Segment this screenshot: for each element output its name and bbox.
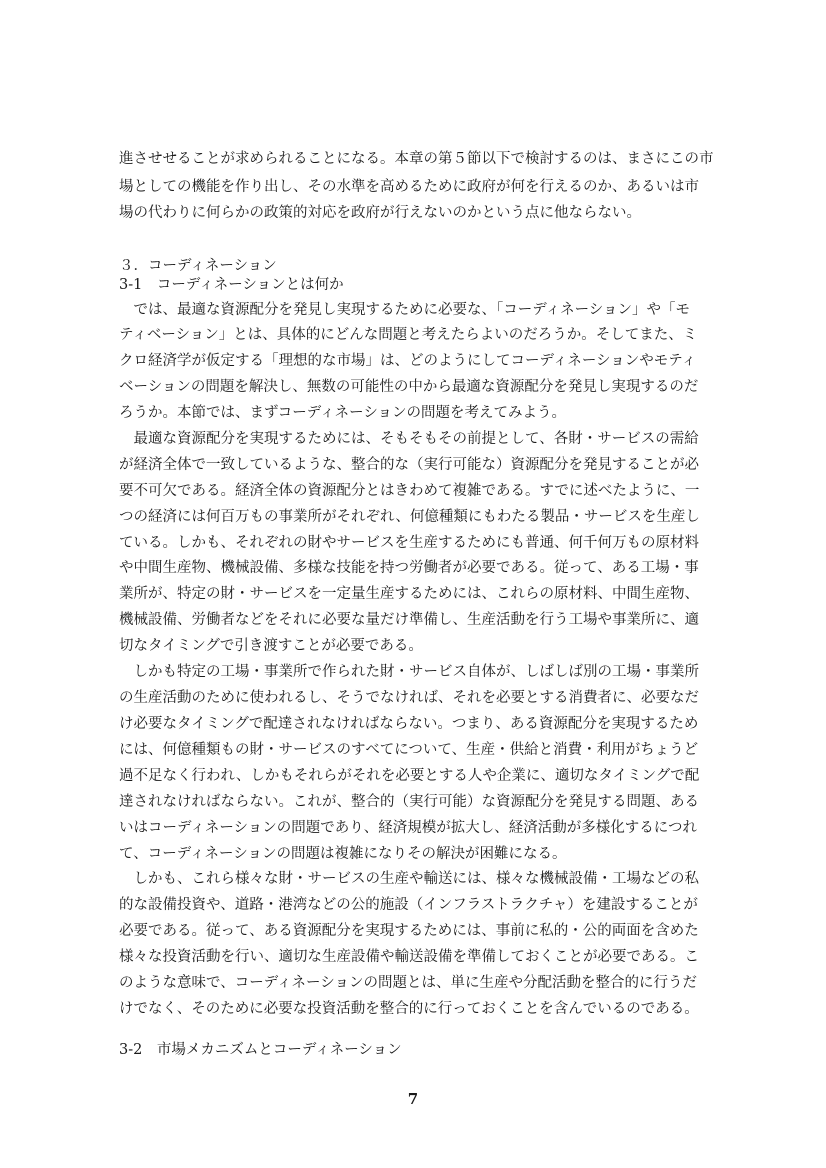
para3-line-4: には、何億種類もの財・サービスのすべてについて、生産・供給と消費・利用がちょうど bbox=[119, 742, 699, 758]
para4-line-1: しかも、これら様々な財・サービスの生産や輸送には、様々な機械設備・工場などの私 bbox=[119, 871, 699, 887]
para2-line-4: つの経済には何百万もの事業所がそれぞれ、何億種類にもわたる製品・サービスを生産し bbox=[119, 509, 700, 525]
intro-line-3: 場の代わりに何らかの政策的対応を政府が行えないのかという点に他ならない。 bbox=[119, 205, 641, 221]
para3-line-6: 達されなければならない。これが、整合的（実行可能）な資源配分を発見する問題、ある bbox=[119, 794, 699, 810]
page-number: 7 bbox=[407, 1090, 419, 1108]
para3-line-7: いはコーディネーションの問題であり、経済規模が拡大し、経済活動が多様化するにつれ bbox=[119, 820, 697, 836]
para3-line-8: て、コーディネーションの問題は複雑になりその解決が困難になる。 bbox=[119, 846, 567, 862]
para2-line-3: 要不可欠である。経済全体の資源配分とはきわめて複雑である。すでに述べたように、一 bbox=[119, 483, 700, 499]
para4-line-4: 様々な投資活動を行い、適切な生産設備や輸送設備を準備しておくことが必要である。こ bbox=[119, 949, 699, 965]
para4-line-2: 的な設備投資や、道路・港湾などの公的施設（インフラストラクチャ）を建設することが bbox=[119, 897, 698, 913]
para2-line-5: ている。しかも、それぞれの財やサービスを生産するためにも普通、何千何万もの原材料 bbox=[119, 535, 699, 551]
para2-line-7: 業所が、特定の財・サービスを一定量生産するためには、これらの原材料、中間生産物、 bbox=[119, 586, 699, 602]
para3-line-2: の生産活動のために使われるし、そうでなければ、それを必要とする消費者に、必要なだ bbox=[119, 690, 699, 706]
para1-line-1: では、最適な資源配分を発見し実現するために必要な、「コーディネーション」や「モ bbox=[119, 302, 691, 318]
para3-line-5: 過不足なく行われ、しかもそれらがそれを必要とする人や企業に、適切なタイミングで配 bbox=[119, 768, 700, 784]
para4-line-5: のような意味で、コーディネーションの問題とは、単に生産や分配活動を整合的に行うだ bbox=[119, 975, 697, 991]
subsection-heading-3-1: 3-1 コーディネーションとは何か bbox=[119, 277, 344, 293]
subsection-heading-3-2: 3-2 市場メカニズムとコーディネーション bbox=[119, 1042, 402, 1058]
intro-line-2: 場としての機能を作り出し、その水準を高めるために政府が何を行えるのか、あるいは市 bbox=[119, 179, 699, 195]
para2-line-9: 切なタイミングで引き渡すことが必要である。 bbox=[119, 638, 423, 654]
para2-line-8: 機械設備、労働者などをそれに必要な量だけ準備し、生産活動を行う工場や事業所に、適 bbox=[119, 612, 699, 628]
para4-line-6: けでなく、そのために必要な投資活動を整合的に行っておくことを含んでいるのである。 bbox=[119, 1001, 699, 1017]
intro-line-1: 進させせることが求められることになる。本章の第５節以下で検討するのは、まさにこの市 bbox=[119, 151, 714, 167]
para1-line-2: ティベーション」とは、具体的にどんな問題と考えたらよいのだろうか。そしてまた、ミ bbox=[119, 327, 698, 343]
para2-line-1: 最適な資源配分を実現するためには、そもそもその前提として、各財・サービスの需給 bbox=[119, 431, 699, 447]
para4-line-3: 必要である。従って、ある資源配分を実現するためには、事前に私的・公的両面を含めた bbox=[119, 923, 699, 939]
section-heading: ３．コーディネーション bbox=[119, 258, 277, 274]
para3-line-3: け必要なタイミングで配達されなければならない。つまり、ある資源配分を実現するため bbox=[119, 716, 699, 732]
para1-line-5: ろうか。本節では、まずコーディネーションの問題を考えてみよう。 bbox=[119, 405, 567, 421]
para1-line-3: クロ経済学が仮定する「理想的な市場」は、どのようにしてコーディネーションやモティ bbox=[119, 353, 697, 369]
para2-line-6: や中間生産物、機械設備、多様な技能を持つ労働者が必要である。従って、ある工場・事 bbox=[119, 560, 699, 576]
para2-line-2: が経済全体で一致しているような、整合的な（実行可能な）資源配分を発見することが必 bbox=[119, 457, 699, 473]
para1-line-4: ベーションの問題を解決し、無数の可能性の中から最適な資源配分を発見し実現するのだ bbox=[119, 379, 699, 395]
para3-line-1: しかも特定の工場・事業所で作られた財・サービス自体が、しばしば別の工場・事業所 bbox=[119, 664, 699, 680]
